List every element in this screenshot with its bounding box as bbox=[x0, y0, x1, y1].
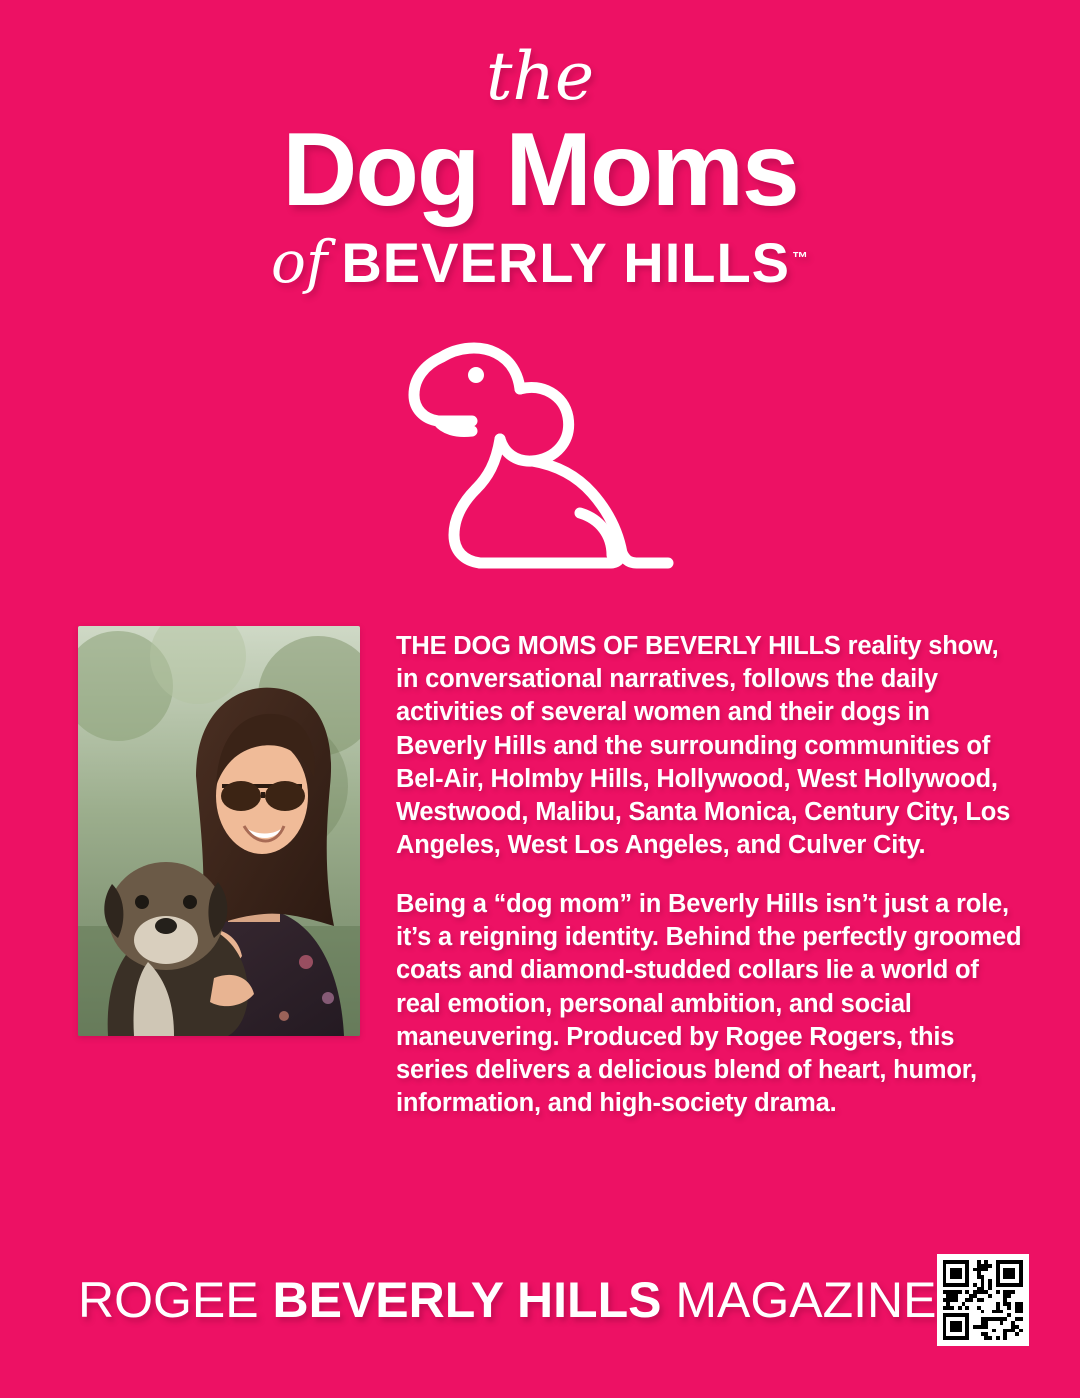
brand-prefix: ROGEE bbox=[78, 1272, 273, 1328]
masthead-beverly-hills bbox=[341, 231, 810, 295]
masthead bbox=[0, 0, 1080, 297]
dog-logo-container bbox=[0, 313, 1080, 588]
masthead-beverly-hills-text: BEVERLY HILLS bbox=[341, 231, 791, 295]
brand-suffix: MAGAZINE bbox=[661, 1272, 937, 1328]
qr-code[interactable] bbox=[937, 1254, 1029, 1346]
masthead-subtitle-line bbox=[0, 228, 1080, 297]
content-area bbox=[0, 588, 1080, 1120]
magazine-brand bbox=[78, 1271, 937, 1329]
trademark-symbol: ™ bbox=[792, 249, 810, 267]
body-paragraph-2: Being a “dog mom” in Beverly Hills isn’t just a role, it’s a reigning identity. Behind the perfectly groomed coats and diamond-studded collars lie a world of real emotion, personal ambition, and social maneuvering. Produced by Rogee Rogers, this series delivers a delicious blend of heart, humor, information, and high-society drama. bbox=[396, 890, 1022, 1118]
brand-bold: BEVERLY HILLS bbox=[272, 1272, 662, 1328]
qr-code-pattern bbox=[943, 1260, 1023, 1340]
feature-photo bbox=[78, 626, 360, 1036]
body-copy bbox=[396, 626, 1022, 1120]
page-title: Dog Moms bbox=[282, 112, 798, 228]
masthead-of: of bbox=[270, 228, 328, 297]
masthead-the: the bbox=[485, 38, 595, 115]
dog-outline-icon bbox=[380, 313, 700, 588]
footer bbox=[0, 1254, 1080, 1346]
body-paragraph-1: THE DOG MOMS OF BEVERLY HILLS reality show, in conversational narratives, follows the daily activities of several women and their dogs in Beverly Hills and the surrounding communities of Bel-Air, Holmby Hills, Hollywood, West Hollywood, Westwood, Malibu, Santa Monica, Century City, Los Angeles, West Los Angeles, and Culver City. bbox=[396, 632, 1011, 860]
